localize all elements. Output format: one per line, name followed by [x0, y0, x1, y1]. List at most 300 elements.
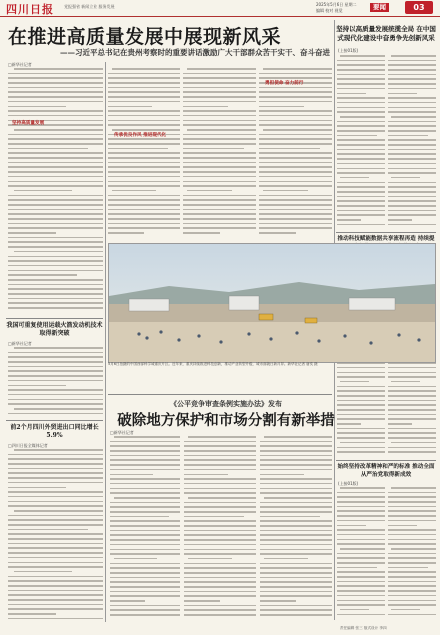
text-line — [388, 78, 436, 80]
text-line — [337, 437, 385, 439]
news-photo — [108, 243, 436, 363]
text-line — [8, 302, 103, 304]
text-line — [337, 395, 385, 397]
text-line — [8, 482, 103, 484]
text-line — [260, 581, 332, 583]
text-line — [337, 428, 385, 430]
text-line — [388, 395, 436, 397]
text-line — [110, 464, 180, 466]
text-line — [337, 139, 385, 141]
text-line — [110, 469, 180, 471]
text-line — [337, 372, 385, 374]
text-line — [259, 223, 332, 225]
text-line — [337, 60, 385, 62]
text-line — [337, 219, 361, 221]
text-line — [8, 370, 103, 372]
issue-date: 2025年5月6日 星期二 — [316, 2, 357, 7]
body-text — [108, 68, 180, 237]
text-line — [184, 577, 256, 579]
text-line — [184, 563, 256, 565]
text-line — [8, 307, 103, 309]
text-line — [388, 576, 436, 578]
text-line — [8, 458, 103, 460]
text-line — [388, 372, 436, 374]
text-line — [337, 144, 385, 146]
text-line — [260, 488, 332, 490]
text-line — [14, 408, 103, 410]
right-story-3-byline: (上接01版) — [338, 481, 359, 486]
text-line — [184, 539, 256, 541]
text-line — [8, 185, 103, 187]
text-line — [108, 120, 180, 122]
right-story-1-body-a — [337, 55, 385, 230]
text-line — [188, 497, 256, 499]
text-line — [8, 562, 103, 564]
text-line — [264, 497, 332, 499]
text-line — [337, 409, 385, 411]
text-line — [183, 195, 256, 197]
text-line — [260, 520, 332, 522]
text-line — [8, 171, 103, 173]
text-line — [388, 400, 436, 402]
text-line — [260, 567, 332, 569]
text-line — [188, 436, 256, 438]
text-line — [388, 496, 436, 498]
right-story-3-body-a — [337, 487, 385, 623]
text-line — [110, 586, 180, 588]
text-line — [259, 171, 332, 173]
text-line — [337, 614, 385, 616]
text-line — [388, 144, 436, 146]
text-line — [8, 380, 103, 382]
text-line — [388, 437, 436, 439]
text-line — [337, 525, 366, 527]
text-line — [187, 129, 256, 131]
text-line — [114, 558, 157, 560]
text-line — [183, 124, 256, 126]
text-line — [388, 515, 436, 517]
text-line — [8, 608, 103, 610]
text-line — [388, 447, 436, 449]
text-line — [388, 423, 412, 425]
text-line — [183, 227, 256, 229]
text-line — [187, 68, 256, 70]
text-line — [184, 530, 256, 532]
issue-editors: 编辑 校对 视觉 — [316, 8, 343, 13]
text-line — [337, 520, 385, 522]
story-divider — [6, 420, 103, 421]
text-line — [108, 199, 180, 201]
text-line — [337, 172, 385, 174]
text-line — [8, 256, 103, 258]
text-line — [337, 78, 385, 80]
text-line — [337, 125, 385, 127]
text-line — [112, 129, 180, 131]
text-line — [337, 557, 385, 559]
text-line — [337, 543, 385, 545]
text-line — [110, 459, 180, 461]
text-line — [337, 562, 385, 564]
text-line — [337, 496, 385, 498]
text-line — [14, 571, 72, 573]
text-line — [388, 414, 436, 416]
text-line — [259, 120, 332, 122]
text-line — [260, 572, 332, 574]
text-line — [388, 186, 436, 188]
text-line — [337, 515, 385, 517]
text-line — [8, 284, 103, 286]
text-line — [260, 577, 332, 579]
text-line — [259, 87, 332, 89]
text-line — [108, 166, 180, 168]
text-line — [8, 241, 103, 243]
text-line — [8, 223, 103, 225]
text-line — [337, 224, 385, 226]
text-line — [8, 115, 103, 117]
text-line — [8, 529, 88, 531]
text-line — [183, 162, 256, 164]
text-line — [108, 223, 180, 225]
text-line — [184, 614, 256, 616]
text-line — [108, 152, 180, 154]
text-line — [183, 101, 256, 103]
text-line — [8, 101, 103, 103]
text-line — [340, 381, 369, 383]
text-line — [337, 553, 385, 555]
text-line — [183, 73, 256, 75]
body-text — [259, 68, 332, 237]
text-line — [8, 134, 103, 136]
text-line — [110, 572, 180, 574]
text-line — [184, 474, 228, 476]
text-line — [8, 274, 77, 276]
text-line — [260, 441, 332, 443]
text-line — [108, 106, 152, 108]
news-photo-image — [109, 244, 435, 362]
text-line — [8, 524, 103, 526]
lead-subhead-3: 勇担使命 奋力前行 — [265, 81, 304, 86]
text-line — [391, 116, 436, 118]
text-line — [260, 478, 332, 480]
page-number: 03 — [405, 1, 433, 14]
text-line — [184, 544, 256, 546]
text-line — [388, 69, 436, 71]
text-line — [108, 138, 180, 140]
text-line — [184, 567, 256, 569]
text-line — [110, 520, 180, 522]
text-line — [8, 237, 103, 239]
text-line — [259, 124, 332, 126]
text-line — [8, 618, 103, 620]
text-line — [388, 97, 436, 99]
text-line — [8, 162, 103, 164]
text-line — [183, 171, 256, 173]
text-line — [8, 604, 103, 606]
text-line — [388, 121, 436, 123]
text-line — [110, 534, 180, 536]
right-story-1-headline: 坚持以高质量发展统揽全局 在中国式现代化建设中奋勇争先创新风采 — [336, 25, 436, 42]
text-line — [183, 148, 244, 150]
text-line — [108, 77, 180, 79]
text-line — [337, 196, 385, 198]
text-line — [260, 483, 332, 485]
text-line — [108, 143, 180, 145]
text-line — [260, 516, 320, 518]
text-line — [259, 162, 332, 164]
text-line — [184, 591, 256, 593]
text-line — [110, 563, 180, 565]
text-line — [8, 288, 103, 290]
text-line — [388, 196, 436, 198]
text-line — [388, 492, 436, 494]
text-line — [8, 547, 103, 549]
text-line — [108, 195, 180, 197]
text-line — [183, 232, 220, 234]
text-line — [337, 506, 385, 508]
text-line — [260, 502, 332, 504]
text-line — [388, 219, 412, 221]
text-line — [184, 506, 256, 508]
text-line — [260, 600, 296, 602]
text-line — [110, 595, 180, 597]
text-line — [8, 599, 103, 601]
text-line — [388, 409, 436, 411]
text-line — [337, 581, 385, 583]
text-line — [8, 557, 103, 559]
text-line — [184, 553, 256, 555]
text-line — [259, 73, 332, 75]
masthead-slogan: 党报强省 新闻立业 服务发展 — [64, 4, 115, 9]
section-tag: 要闻 — [370, 3, 389, 12]
text-line — [110, 567, 180, 569]
text-line — [337, 451, 385, 453]
text-line — [108, 232, 144, 234]
text-line — [8, 106, 66, 108]
text-line — [388, 614, 436, 616]
text-line — [183, 110, 256, 112]
text-line — [8, 463, 103, 465]
right-story-2-headline: 推动科技赋能数据共享流程再造 持续提 — [337, 236, 435, 242]
lead-body-column-2 — [108, 68, 180, 240]
text-line — [8, 403, 103, 405]
text-line — [337, 83, 385, 85]
text-line — [184, 605, 256, 607]
text-line — [337, 163, 385, 165]
text-line — [388, 210, 436, 212]
text-line — [337, 604, 385, 606]
text-line — [183, 115, 256, 117]
text-line — [8, 366, 103, 368]
text-line — [337, 111, 385, 113]
lead-subtitle: ——习近平总书记在贵州考察时的重要讲话激励广大干部群众苦干实干、奋斗奋进 — [60, 48, 330, 57]
text-line — [388, 205, 436, 207]
text-line — [391, 442, 436, 444]
text-line — [8, 204, 103, 206]
text-line — [184, 595, 256, 597]
text-line — [14, 251, 103, 253]
text-line — [259, 134, 332, 136]
text-line — [110, 455, 180, 457]
text-line — [388, 88, 436, 90]
text-line — [108, 124, 180, 126]
text-line — [184, 488, 256, 490]
text-line — [108, 91, 180, 93]
text-line — [112, 190, 156, 192]
text-line — [263, 129, 332, 131]
text-line — [388, 168, 436, 170]
text-line — [8, 496, 103, 498]
photo-caption: 5月6日拍摄的中国西部科学城重庆片区。近年来，重庆持续推进科技创新，推动产业转型升级，城市面貌日新月异。新华社记者 唐奕 摄 — [108, 362, 318, 366]
column-rule — [105, 62, 106, 622]
text-line — [260, 530, 332, 532]
text-line — [8, 519, 103, 521]
text-line — [260, 469, 332, 471]
text-line — [337, 74, 385, 76]
text-line — [110, 609, 180, 611]
text-line — [337, 404, 385, 406]
text-line — [337, 107, 385, 109]
text-line — [260, 474, 304, 476]
text-line — [259, 148, 320, 150]
text-line — [259, 185, 332, 187]
text-line — [187, 190, 232, 192]
text-line — [108, 185, 180, 187]
text-line — [183, 91, 256, 93]
text-line — [14, 68, 103, 70]
text-line — [108, 204, 180, 206]
text-line — [259, 209, 332, 211]
text-line — [8, 375, 103, 377]
text-line — [388, 501, 436, 503]
text-line — [110, 492, 180, 494]
text-line — [388, 539, 436, 541]
text-line — [183, 152, 256, 154]
text-line — [184, 516, 244, 518]
text-line — [110, 450, 180, 452]
text-line — [183, 138, 256, 140]
text-line — [184, 511, 256, 513]
text-line — [8, 293, 103, 295]
text-line — [183, 204, 256, 206]
text-line — [337, 376, 385, 378]
text-line — [8, 227, 103, 229]
text-line — [110, 539, 180, 541]
text-line — [110, 516, 169, 518]
text-line — [8, 361, 103, 363]
text-line — [8, 552, 103, 554]
text-line — [337, 182, 385, 184]
text-line — [108, 82, 180, 84]
text-line — [388, 534, 436, 536]
text-line — [8, 477, 103, 479]
text-line — [388, 543, 436, 545]
body-text — [8, 68, 103, 312]
text-line — [340, 55, 385, 57]
text-line — [391, 381, 420, 383]
text-line — [259, 91, 332, 93]
text-line — [8, 491, 103, 493]
text-line — [388, 428, 436, 430]
text-line — [110, 474, 153, 476]
text-line — [388, 153, 436, 155]
text-line — [388, 567, 428, 569]
text-line — [340, 442, 385, 444]
text-line — [8, 195, 103, 197]
text-line — [110, 544, 180, 546]
text-line — [260, 450, 332, 452]
text-line — [259, 199, 332, 201]
text-line — [8, 613, 56, 615]
text-line — [188, 558, 232, 560]
text-line — [184, 534, 256, 536]
text-line — [337, 158, 385, 160]
text-line — [337, 432, 385, 434]
text-line — [110, 600, 145, 602]
text-line — [14, 449, 103, 451]
text-line — [8, 260, 103, 262]
text-line — [337, 492, 385, 494]
text-line — [14, 129, 103, 131]
lead-byline: □新华社记者 — [8, 62, 32, 67]
text-line — [184, 445, 256, 447]
text-line — [184, 581, 256, 583]
text-line — [388, 60, 436, 62]
text-line — [8, 468, 103, 470]
text-line — [337, 414, 385, 416]
text-line — [8, 580, 103, 582]
left-story-2-body — [8, 449, 103, 623]
text-line — [8, 143, 103, 145]
text-line — [337, 510, 385, 512]
text-line — [110, 530, 180, 532]
text-line — [259, 152, 332, 154]
text-line — [183, 87, 256, 89]
text-line — [337, 595, 385, 597]
text-line — [184, 464, 256, 466]
text-line — [110, 483, 180, 485]
text-line — [8, 209, 103, 211]
text-line — [337, 534, 385, 536]
text-line — [259, 143, 332, 145]
text-line — [263, 68, 332, 70]
text-line — [108, 227, 180, 229]
text-line — [388, 590, 436, 592]
text-line — [8, 279, 103, 281]
text-line — [259, 176, 332, 178]
text-line — [8, 166, 103, 168]
text-line — [337, 88, 385, 90]
story-divider — [336, 460, 436, 461]
text-line — [110, 605, 180, 607]
text-line — [337, 400, 385, 402]
text-line — [8, 566, 103, 568]
text-line — [260, 605, 332, 607]
text-line — [8, 199, 103, 201]
text-line — [8, 181, 103, 183]
text-line — [337, 191, 385, 193]
text-line — [108, 110, 180, 112]
text-line — [110, 614, 180, 616]
text-line — [8, 454, 103, 456]
text-line — [260, 595, 332, 597]
text-line — [184, 459, 256, 461]
body-text — [183, 68, 256, 237]
text-line — [260, 553, 332, 555]
text-line — [337, 135, 377, 137]
text-line — [184, 450, 256, 452]
text-line — [337, 200, 385, 202]
text-line — [259, 204, 332, 206]
